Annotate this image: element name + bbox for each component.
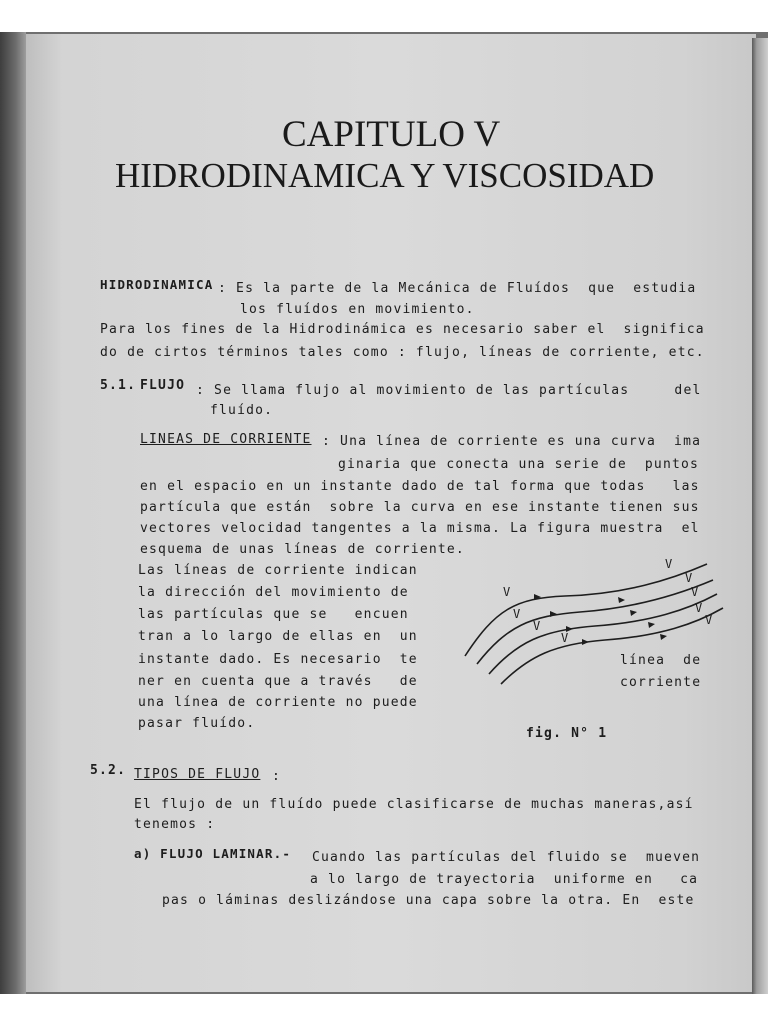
- page-edge-right: [752, 38, 768, 994]
- arrowhead-4: [630, 610, 637, 616]
- section-5-1-line-1: : Se llama flujo al movimiento de las partículas del: [196, 383, 702, 398]
- left-column-line-6: ner en cuenta que a través de: [138, 674, 418, 689]
- figure-callout-line-2: corriente: [620, 675, 702, 690]
- left-column-line-5: instante dado. Es necesario te: [138, 652, 418, 667]
- lineas-corriente-line-4: partícula que están sobre la curva en ese instante tienen sus: [140, 500, 700, 515]
- intro-line-1: : Es la parte de la Mecánica de Fluídos que estudia: [218, 281, 697, 296]
- left-column-line-8: pasar fluído.: [138, 716, 256, 731]
- section-5-1-heading: FLUJO: [140, 378, 186, 393]
- item-a-line-2: a lo largo de trayectoria uniforme en ca: [310, 872, 699, 887]
- section-5-1-number: 5.1.: [100, 378, 137, 393]
- lineas-corriente-line-6: esquema de unas líneas de corriente.: [140, 542, 465, 557]
- vector-label: V: [503, 585, 511, 599]
- lineas-corriente-line-1: : Una línea de corriente es una curva ima: [322, 434, 702, 449]
- vector-label: V: [691, 585, 699, 599]
- vector-label: V: [665, 557, 673, 571]
- lineas-corriente-heading: LINEAS DE CORRIENTE: [140, 432, 312, 447]
- item-a-label: a) FLUJO LAMINAR.-: [134, 846, 292, 861]
- item-a-line-3: pas o láminas deslizándose una capa sobre la otra. En este: [162, 893, 695, 908]
- figure-caption: fig. N° 1: [526, 726, 608, 741]
- intro-line-4: do de cirtos términos tales como : flujo, líneas de corriente, etc.: [100, 345, 705, 360]
- lineas-corriente-line-3: en el espacio en un instante dado de tal forma que todas las: [140, 479, 700, 494]
- section-5-2-line-1: El flujo de un fluído puede clasificarse de muchas maneras,así: [134, 797, 694, 812]
- section-5-1-line-2: fluído.: [210, 403, 274, 418]
- section-5-2-colon: :: [272, 769, 282, 784]
- arrowhead-7: [582, 639, 589, 645]
- vector-label: V: [705, 613, 713, 627]
- intro-line-2: los fluídos en movimiento.: [240, 302, 475, 317]
- book-binding-left: [0, 32, 26, 994]
- section-5-2-number: 5.2.: [90, 763, 127, 778]
- vector-label: V: [685, 571, 693, 585]
- left-column-line-2: la dirección del movimiento de: [138, 585, 409, 600]
- chapter-title: CAPITULO V: [282, 114, 501, 155]
- arrowhead-6: [648, 622, 655, 628]
- section-5-2-heading: TIPOS DE FLUJO: [134, 767, 261, 782]
- arrowhead-2: [618, 597, 625, 603]
- left-column-line-3: las partículas que se encuen: [138, 607, 409, 622]
- term-hidrodinamica: HIDRODINAMICA: [100, 277, 214, 292]
- chapter-subtitle: HIDRODINAMICA Y VISCOSIDAD: [115, 156, 655, 195]
- vector-label: V: [695, 601, 703, 615]
- arrowhead-8: [660, 634, 667, 640]
- vector-label: V: [533, 619, 541, 633]
- left-column-line-7: una línea de corriente no puede: [138, 695, 418, 710]
- lineas-corriente-line-2: ginaria que conecta una serie de puntos: [338, 457, 700, 472]
- item-a-line-1: Cuando las partículas del fluido se mueven: [312, 850, 701, 865]
- figure-callout-line-1: línea de: [620, 653, 702, 668]
- section-5-2-line-2: tenemos :: [134, 817, 216, 832]
- vector-label: V: [561, 631, 569, 645]
- left-column-line-1: Las líneas de corriente indican: [138, 563, 418, 578]
- lineas-corriente-line-5: vectores velocidad tangentes a la misma. La figura muestra el: [140, 521, 700, 536]
- left-column-line-4: tran a lo largo de ellas en un: [138, 629, 418, 644]
- vector-label: V: [513, 607, 521, 621]
- intro-line-3: Para los fines de la Hidrodinámica es necesario saber el significa: [100, 322, 705, 337]
